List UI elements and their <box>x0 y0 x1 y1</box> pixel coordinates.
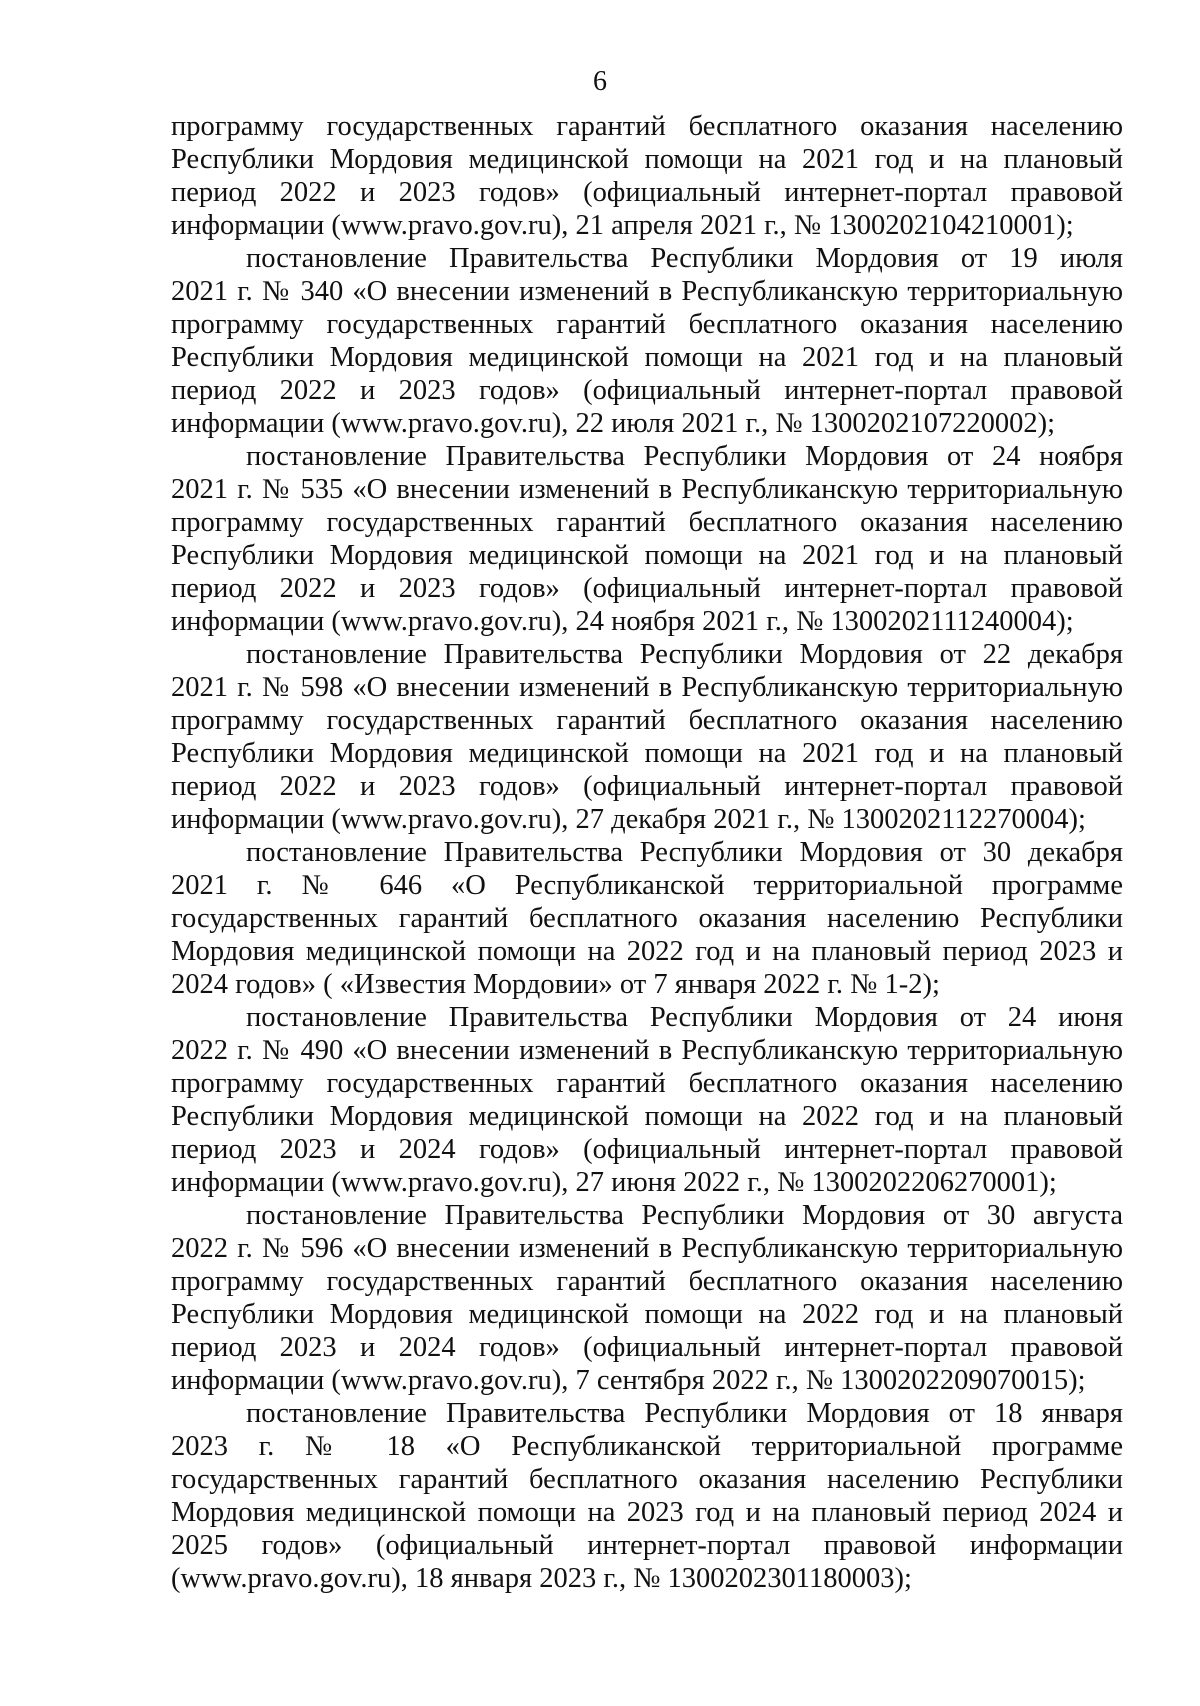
paragraph-resolution-490 <box>171 1001 1123 1199</box>
paragraph-resolution-598 <box>171 638 1123 836</box>
text-line: программу государственных гарантий бесплатного оказания населению <box>171 309 1123 340</box>
paragraph-resolution-535 <box>171 440 1123 638</box>
text-line: программу государственных гарантий бесплатного оказания населению <box>171 1266 1123 1297</box>
text-line: информации (www.pravo.gov.ru), 21 апреля 2021 г., № 1300202104210001); <box>171 210 1074 241</box>
text-line: Республики Мордовия медицинской помощи на 2022 год и на плановый <box>171 1299 1123 1330</box>
text-line: 2021 г. № 646 «О Республиканской территориальной программе <box>171 870 1123 901</box>
text-line: 2021 г. № 598 «О внесении изменений в Республиканскую территориальную <box>171 672 1123 703</box>
text-line: программу государственных гарантий бесплатного оказания населению <box>171 705 1123 736</box>
paragraph-resolution-596 <box>171 1199 1123 1397</box>
text-line: постановление Правительства Республики Мордовия от 24 ноября <box>246 441 1123 472</box>
text-line: постановление Правительства Республики Мордовия от 19 июля <box>246 243 1123 274</box>
text-line: государственных гарантий бесплатного оказания населению Республики <box>171 903 1123 934</box>
text-line: Республики Мордовия медицинской помощи на 2022 год и на плановый <box>171 1101 1123 1132</box>
text-line: период 2022 и 2023 годов» (официальный интернет-портал правовой <box>171 771 1123 802</box>
text-line: период 2023 и 2024 годов» (официальный интернет-портал правовой <box>171 1332 1123 1363</box>
text-line: постановление Правительства Республики Мордовия от 30 августа <box>246 1200 1123 1231</box>
text-line: программу государственных гарантий бесплатного оказания населению <box>171 1068 1123 1099</box>
text-line: государственных гарантий бесплатного оказания населению Республики <box>171 1464 1123 1495</box>
text-line: период 2022 и 2023 годов» (официальный интернет-портал правовой <box>171 573 1123 604</box>
paragraph-resolution-646 <box>171 836 1123 1001</box>
text-line: программу государственных гарантий бесплатного оказания населению <box>171 507 1123 538</box>
text-line: Республики Мордовия медицинской помощи на 2021 год и на плановый <box>171 738 1123 769</box>
text-line: постановление Правительства Республики Мордовия от 30 декабря <box>246 837 1123 868</box>
text-line: 2021 г. № 340 «О внесении изменений в Республиканскую территориальную <box>171 276 1123 307</box>
paragraph-continuation <box>171 110 1123 242</box>
text-line: 2025 годов» (официальный интернет-портал правовой информации <box>171 1530 1123 1561</box>
text-line: период 2023 и 2024 годов» (официальный интернет-портал правовой <box>171 1134 1123 1165</box>
document-body <box>171 110 1123 1595</box>
text-line: Республики Мордовия медицинской помощи на 2021 год и на плановый <box>171 342 1123 373</box>
text-line: 2022 г. № 490 «О внесении изменений в Республиканскую территориальную <box>171 1035 1123 1066</box>
text-line: постановление Правительства Республики Мордовия от 24 июня <box>246 1002 1123 1033</box>
text-line: информации (www.pravo.gov.ru), 7 сентября 2022 г., № 1300202209070015); <box>171 1365 1086 1396</box>
text-line: 2021 г. № 535 «О внесении изменений в Республиканскую территориальную <box>171 474 1123 505</box>
paragraph-resolution-340 <box>171 242 1123 440</box>
text-line: постановление Правительства Республики Мордовия от 22 декабря <box>246 639 1123 670</box>
text-line: информации (www.pravo.gov.ru), 22 июля 2021 г., № 1300202107220002); <box>171 408 1056 439</box>
text-line: Республики Мордовия медицинской помощи на 2021 год и на плановый <box>171 540 1123 571</box>
text-line: информации (www.pravo.gov.ru), 27 июня 2022 г., № 1300202206270001); <box>171 1167 1057 1198</box>
text-line: 2023 г. № 18 «О Республиканской территориальной программе <box>171 1431 1123 1462</box>
text-line: 2024 годов» ( «Известия Мордовии» от 7 января 2022 г. № 1-2); <box>171 969 940 1000</box>
page-number: 6 <box>593 66 607 97</box>
text-line: информации (www.pravo.gov.ru), 27 декабря 2021 г., № 1300202112270004); <box>171 804 1086 835</box>
text-line: период 2022 и 2023 годов» (официальный интернет-портал правовой <box>171 177 1123 208</box>
text-line: постановление Правительства Республики Мордовия от 18 января <box>246 1398 1123 1429</box>
paragraph-resolution-18 <box>171 1397 1123 1595</box>
text-line: Республики Мордовия медицинской помощи на 2021 год и на плановый <box>171 144 1123 175</box>
text-line: 2022 г. № 596 «О внесении изменений в Республиканскую территориальную <box>171 1233 1123 1264</box>
text-line: информации (www.pravo.gov.ru), 24 ноября 2021 г., № 1300202111240004); <box>171 606 1074 637</box>
text-line: программу государственных гарантий бесплатного оказания населению <box>171 111 1123 142</box>
text-line: период 2022 и 2023 годов» (официальный интернет-портал правовой <box>171 375 1123 406</box>
text-line: (www.pravo.gov.ru), 18 января 2023 г., № 1300202301180003); <box>171 1563 912 1594</box>
text-line: Мордовия медицинской помощи на 2022 год и на плановый период 2023 и <box>171 936 1123 967</box>
text-line: Мордовия медицинской помощи на 2023 год и на плановый период 2024 и <box>171 1497 1123 1528</box>
